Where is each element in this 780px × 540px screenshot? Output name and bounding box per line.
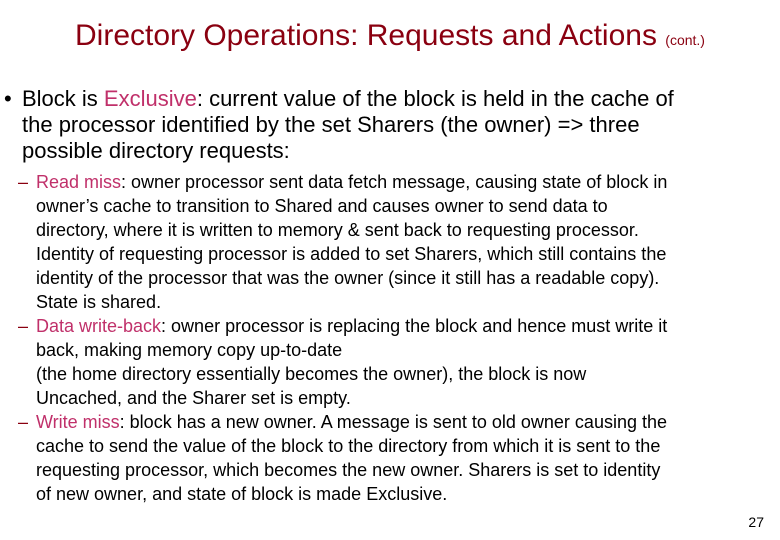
sub-line: owner’s cache to transition to Shared and causes owner to send data to [36,196,608,216]
highlight-write-miss: Write miss [36,412,120,432]
bullet-marker: • [4,86,12,111]
sub-line: identity of the processor that was the owner (since it still has a readable copy). [36,268,660,288]
sub-line: (the home directory essentially becomes the owner), the block is now [36,364,587,384]
sub-line-text: : block has a new owner. A message is sent to old owner causing the [119,412,667,432]
sub-bullet-read-miss [18,170,758,314]
slide-title-text: Directory Operations: Requests and Actions [75,19,657,52]
main-bullet-line-1 [22,86,764,112]
sub-line: requesting processor, which becomes the new owner. Sharers is set to identity [36,460,661,480]
highlight-exclusive: Exclusive [103,86,197,111]
sub-line [36,314,758,338]
dash-marker: – [18,412,29,432]
sub-line [36,410,758,434]
page-number: 27 [748,514,764,530]
main-bullet [4,86,764,164]
sub-line: of new owner, and state of block is made Exclusive. [36,484,448,504]
sub-line: back, making memory copy up-to-date [36,340,343,360]
highlight-read-miss: Read miss [36,172,122,192]
main-bullet-line-3: possible directory requests: [22,138,290,163]
sub-bullet-text [36,410,758,506]
dash-marker: – [18,172,29,192]
sub-bullet-text [36,314,758,410]
sub-line: cache to send the value of the block to the directory from which it is sent to the [36,436,661,456]
sub-line: Identity of requesting processor is added to set Sharers, which still contains the [36,244,667,264]
sub-bullet-data-write-back [18,314,758,410]
sub-line: Uncached, and the Sharer set is empty. [36,388,351,408]
dash-marker: – [18,316,29,336]
sub-line: directory, where it is written to memory & sent back to requesting processor. [36,220,639,240]
sub-line: State is shared. [36,292,162,312]
sub-line-text: : owner processor sent data fetch message, causing state of block in [121,172,668,192]
sub-bullet-write-miss [18,410,758,506]
main-bullet-text [22,86,764,164]
slide-title [0,18,780,58]
sub-bullet-list [18,170,758,506]
main-bullet-rest: : current value of the block is held in the cache of [196,86,674,111]
sub-line [36,170,758,194]
main-bullet-line-2: the processor identified by the set Sharers (the owner) => three [22,112,640,137]
highlight-data-write-back: Data write-back [36,316,162,336]
main-bullet-lead: Block is [22,86,104,111]
sub-line-text: : owner processor is replacing the block and hence must write it [161,316,668,336]
slide-title-suffix: (cont.) [665,32,705,48]
sub-bullet-text [36,170,758,314]
